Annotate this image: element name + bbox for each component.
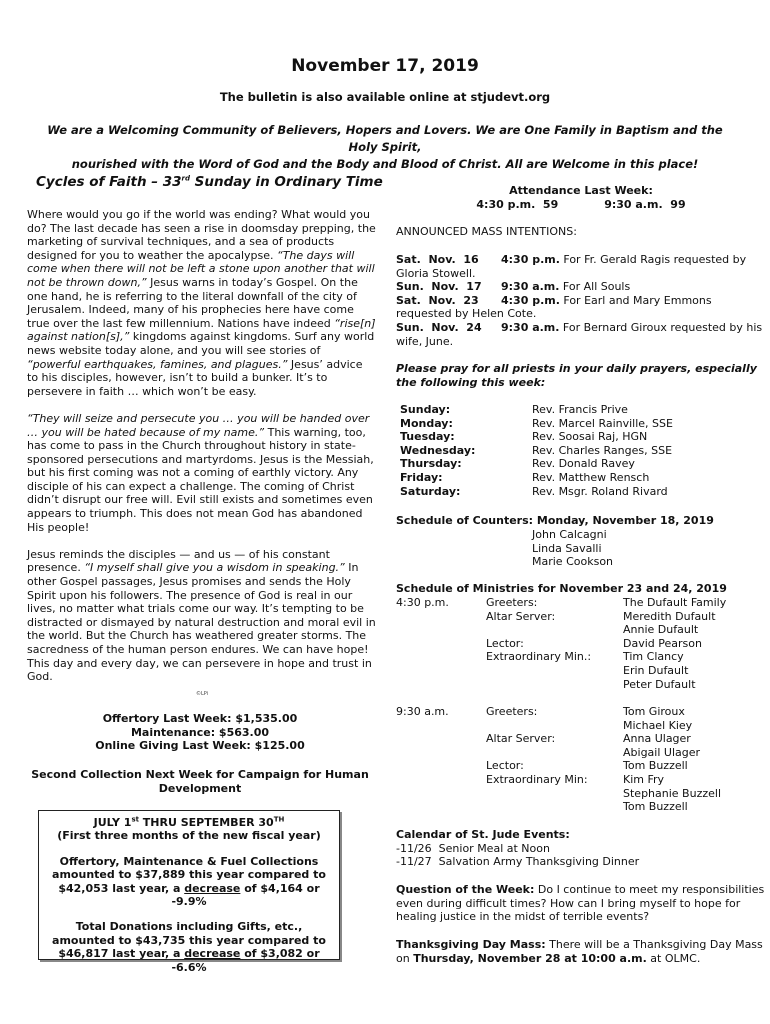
intention-text: For Earl and Mary Emmons requested by Helen Cote. [396,293,712,321]
priest-name: Rev. Matthew Rensch [532,470,650,484]
text: Total Donations including Gifts, etc., amounted to $43,735 this year compared to $46,817 last year, a [52,920,326,961]
prayer-request-title: Please pray for all priests in your daily prayers, especially the following this week: [396,362,757,389]
intention-time: 4:30 p.m. [501,293,560,307]
ministry-row [396,787,766,801]
calendar-items [396,842,766,869]
ministry-row [396,719,766,733]
question-of-week [396,883,766,924]
maintenance-line: Maintenance: $563.00 [130,725,270,739]
prayer-day: Saturday: [400,484,461,498]
ministry-name: Abigail Ulager [623,745,701,759]
ministry-role: Extraordinary Min: [486,772,588,786]
text: at OLMC. [646,951,701,965]
prayer-row [396,417,766,431]
ministry-name: Tom Buzzell [623,759,688,773]
calendar [396,828,766,869]
title-sup: rd [181,174,190,183]
text: Do I continue to meet my responsibilities even during difficult times? How can I bring myself to hope for healing justice in the midst of terrible events? [396,883,765,924]
text: Jesus’ advice to his disciples, however, isn’t to build a bunker. It’s to persevere in faith … which won’t be easy. [27,357,363,398]
ministry-row [396,800,766,814]
label: Thanksgiving Day Mass: [396,938,546,951]
intention-day: Sat. Nov. 23 [396,293,479,307]
intention-day: Sun. Nov. 24 [396,320,482,334]
text: THRU SEPTEMBER 30 [138,816,274,829]
ministry-name: Meredith Dufault [623,609,716,623]
text: In other Gospel passages, Jesus promises and sends the Holy Spirit upon his followers. The presence of God is real in our lives, no matter what trials come our way. It’s tempting to be distracted or dismayed by natural destruction and moral evil in the world. But the Church has weathered greater storms. The sacredness of the human person endures. We can have hope! This day and every day, we can persevere in hope and trust in God. [27,561,376,684]
article-paragraph-3 [27,548,377,684]
title-text-end: Sunday in Ordinary Time [189,174,383,190]
title-text: Cycles of Faith – 33 [36,174,182,190]
priest-name: Rev. Msgr. Roland Rivard [532,484,668,498]
ministry-role: Altar Server: [486,732,556,746]
lpi-credit: ©LPi [195,690,209,697]
intention-text: For All Souls [559,280,631,294]
text: JULY 1 [93,816,132,829]
prayer-row [396,457,766,471]
attendance-line: 4:30 p.m. 59 9:30 a.m. 99 [476,197,686,211]
article-paragraph-2 [27,412,377,534]
mass-intention-item [396,280,766,294]
cycles-of-faith-article [27,208,377,701]
prayer-row [396,430,766,444]
cycles-of-faith-title [36,174,383,190]
ministry-row [396,623,766,637]
text: Jesus reminds the disciples — and us — of his constant presence. [27,547,330,575]
quote: “They will seize and persecute you … you will be handed over … you will be hated because of my name.” [27,411,370,439]
attendance-title: Attendance Last Week: [509,184,653,197]
ministry-role: Altar Server: [486,609,556,623]
prayer-row [396,471,766,485]
mass-intentions-title: ANNOUNCED MASS INTENTIONS: [396,225,577,238]
prayer-day: Thursday: [400,457,462,471]
intention-day: Sun. Nov. 17 [396,280,482,294]
ministry-name: Tom Buzzell [623,800,688,814]
prayer-day: Wednesday: [400,443,476,457]
ministry-name: Annie Dufault [623,623,699,637]
fiscal-summary-box [38,810,340,974]
priest-name: Rev. Donald Ravey [532,457,635,471]
priest-name: Rev. Marcel Rainville, SSE [532,416,673,430]
thanksgiving-mass [396,938,766,965]
article-paragraph-1 [27,208,377,398]
ministry-time: 4:30 p.m. [396,596,449,609]
offertory-summary [30,712,370,753]
ministries-title: Schedule of Ministries for November 23 and 24, 2019 [396,582,727,595]
ministry-row [396,705,766,719]
prayer-day: Sunday: [400,403,451,416]
ministry-row [396,678,766,692]
ministry-name: David Pearson [623,636,702,650]
intention-text: For Fr. Gerald Ragis requested by Gloria Stowell. [396,253,747,280]
priest-name: Rev. Soosai Raj, HGN [532,430,648,444]
prayer-row [396,444,766,458]
label: Question of the Week: [396,883,535,896]
text: kingdoms against kingdoms. Surf any world news website today alone, and you will see stories of [27,330,375,357]
ministry-role: Lector: [486,759,524,773]
ministry-row [396,664,766,678]
mass-intention-item [396,321,766,348]
donations-comparison [45,920,333,974]
priest-prayer-list [396,403,766,498]
prayer-row [396,485,766,499]
ministry-row [396,773,766,787]
ministry-row [396,610,766,624]
fiscal-period [45,816,333,829]
intention-time: 9:30 a.m. [501,280,560,294]
ministry-role: Lector: [486,636,524,650]
mass-intention-item [396,294,766,321]
bulletin-date: November 17, 2019 [291,56,479,76]
ministry-name: Tim Clancy [623,650,684,664]
ministry-name: Michael Kiey [623,718,693,732]
ministry-name: Tom Giroux [623,705,685,718]
priest-name: Rev. Charles Ranges, SSE [532,443,673,457]
ministry-row [396,596,766,610]
quote: “The days will come when there will not be left a stone upon another that will not be thrown down,” [27,248,375,289]
quote: “powerful earthquakes, famines, and plagues.” [27,357,288,371]
ministry-name: Erin Dufault [623,663,689,677]
ministries-430 [396,596,766,691]
ministry-name: Stephanie Buzzell [623,786,721,800]
prayer-day: Tuesday: [400,430,455,444]
online-note: The bulletin is also available online at stjudevt.org [219,90,551,104]
calendar-item: -11/26 Senior Meal at Noon [396,841,550,855]
mission-line-1: We are a Welcoming Community of Believers, Hopers and Lovers. We are One Family in Baptism and the Holy Spirit, [47,123,723,154]
intention-time: 4:30 p.m. [501,253,560,266]
ministry-role: Greeters: [486,596,538,609]
sup: TH [273,815,285,824]
prayer-row [396,403,766,417]
ministry-row [396,759,766,773]
prayer-day: Friday: [400,470,443,484]
quote: “rise[n] against nation[s],” [27,316,376,344]
ministry-role: Extraordinary Min.: [486,650,592,664]
text: Jesus warns in today’s Gospel. On the one hand, he is referring to the literal downfall of the city of Jerusalem. Indeed, many of his prophecies here have come true over the last few millennium. Nations have indeed [27,275,358,330]
date: Thursday, November 28 at 10:00 a.m. [413,951,647,965]
mission-line-2: nourished with the Word of God and the Body and Blood of Christ. All are Welcome in this place! [71,157,699,171]
ministry-row [396,746,766,760]
mass-intentions-list [396,253,766,348]
counters-title: Schedule of Counters: Monday, November 18, 2019 [396,514,714,527]
ministry-name: Anna Ulager [623,732,691,746]
ministry-name: The Dufault Family [623,596,727,609]
text: of $3,082 or -6.6% [171,947,320,974]
counter-name: John Calcagni [532,528,607,541]
intention-day: Sat. Nov. 16 [396,253,479,266]
ministry-row [396,650,766,664]
quote: “I myself shall give you a wisdom in speaking.” [84,561,345,575]
text: of $4,164 or -9.9% [171,881,320,909]
calendar-item: -11/27 Salvation Army Thanksgiving Dinner [396,855,640,869]
mission-statement [40,122,730,173]
counter-name: Linda Savalli [532,541,602,555]
prayer-day: Monday: [400,416,453,430]
ministry-role: Greeters: [486,705,538,718]
counters-list [532,528,732,569]
ministry-time: 9:30 a.m. [396,705,449,718]
ministry-name: Peter Dufault [623,677,696,691]
intention-time: 9:30 a.m. [501,320,560,334]
text: Where would you go if the world was ending? What would you do? The last decade has seen a rise in doomsday prepping, the marketing of survival techniques, and a sea of products designed for you to weather the apocalypse. [27,208,376,262]
priest-name: Rev. Francis Prive [532,403,628,416]
underlined: decrease [184,881,241,895]
ministry-row [396,732,766,746]
mass-intention-item [396,253,766,280]
text: Offertory, Maintenance & Fuel Collections amounted to $37,889 this year compared to $42,053 last year, a [52,854,326,895]
ministry-name: Kim Fry [623,772,665,786]
intention-text: For Bernard Giroux requested by his wife, June. [396,320,763,348]
underlined: decrease [184,947,241,961]
sup: st [131,815,139,824]
online-giving-line: Online Giving Last Week: $125.00 [95,739,305,753]
text: This warning, too, has come to pass in the Church throughout history in state-sponsored persecutions and martyrdoms. Jesus is the Messiah, but his first coming was not a coming of earthly victory. Any disciple of his can expect a challenge. The coming of Christ didn’t disrupt our free will. Evil still exists and sometimes even appears to triumph. This does not mean God has abandoned His people! [27,425,374,534]
attendance [396,184,766,211]
ministry-row [396,637,766,651]
second-collection: Second Collection Next Week for Campaign for Human Development [31,768,369,795]
ministries-930 [396,705,766,814]
offertory-line: Offertory Last Week: $1,535.00 [102,712,298,725]
text: There will be a Thanksgiving Day Mass on [396,938,763,965]
calendar-title: Calendar of St. Jude Events: [396,828,570,841]
collections-comparison [45,855,333,909]
counter-name: Marie Cookson [532,555,614,569]
fiscal-note: (First three months of the new fiscal year) [57,829,321,843]
